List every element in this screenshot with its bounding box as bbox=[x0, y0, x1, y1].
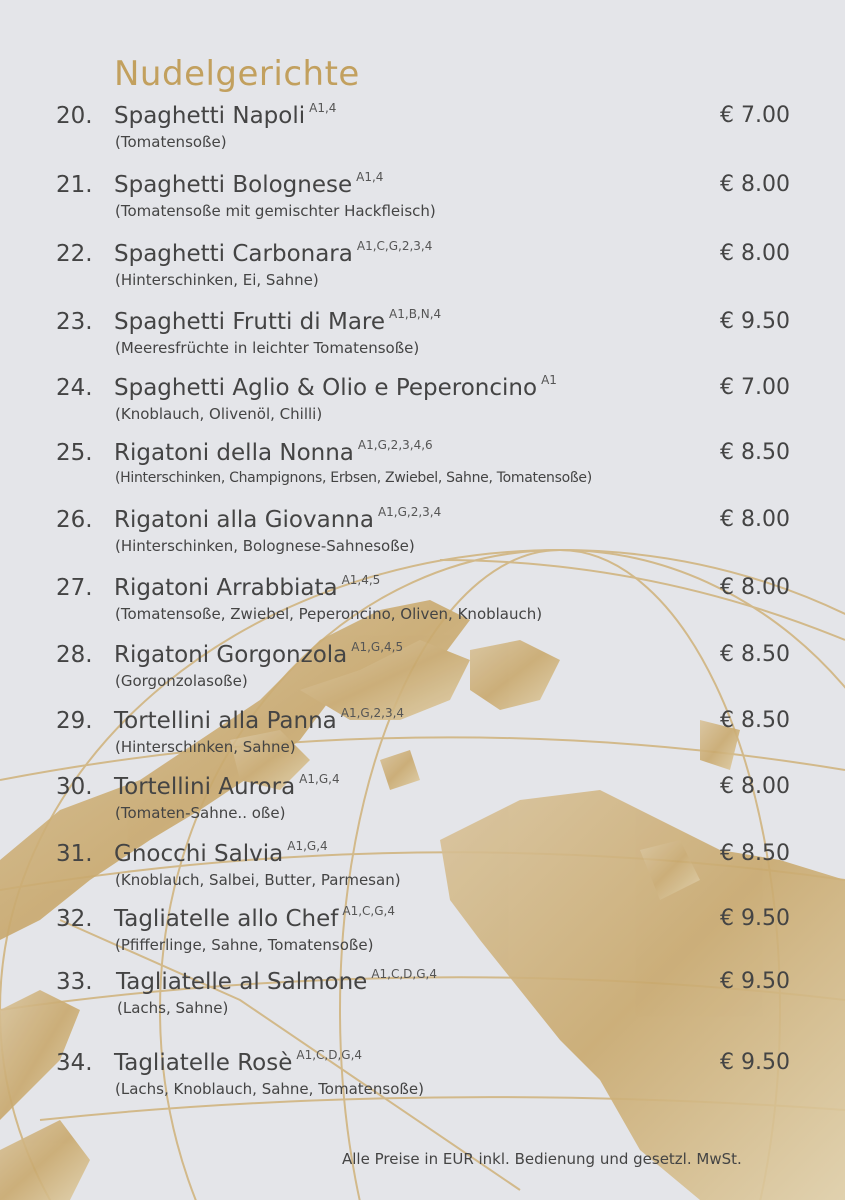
item-name: Rigatoni della Nonna $^{A1,G,2,3,4,6}$ bbox=[114, 438, 433, 466]
item-number: 25. bbox=[56, 440, 93, 466]
item-name: Spaghetti Bolognese $^{A1,4}$ bbox=[114, 170, 384, 198]
item-allergens: A1,4,5 bbox=[341, 573, 381, 587]
item-name: Rigatoni Gorgonzola $^{A1,G,4,5}$ bbox=[114, 640, 404, 668]
item-price: € 8.50 bbox=[720, 642, 790, 667]
item-name: Tagliatelle al Salmone $^{A1,C,D,G,4}$ bbox=[116, 967, 437, 995]
item-number: 31. bbox=[56, 841, 93, 867]
item-price: € 9.50 bbox=[720, 1050, 790, 1075]
item-number: 26. bbox=[56, 507, 93, 533]
item-allergens: A1,C,G,2,3,4 bbox=[356, 239, 433, 253]
menu-item bbox=[0, 103, 845, 163]
menu-item bbox=[0, 841, 845, 901]
item-price: € 7.00 bbox=[720, 103, 790, 128]
item-description: (Knoblauch, Salbei, Butter, Parmesan) bbox=[115, 871, 401, 889]
menu-item bbox=[0, 774, 845, 834]
item-description: (Knoblauch, Olivenöl, Chilli) bbox=[115, 405, 323, 423]
item-description: (Hinterschinken, Ei, Sahne) bbox=[115, 271, 319, 289]
item-name: Rigatoni alla Giovanna $^{A1,G,2,3,4}$ bbox=[114, 505, 442, 533]
item-allergens: A1,G,2,3,4 bbox=[377, 505, 442, 519]
item-allergens: A1,4 bbox=[356, 170, 384, 184]
item-description: (Pfifferlinge, Sahne, Tomatensoße) bbox=[115, 936, 374, 954]
item-allergens: A1,G,2,3,4,6 bbox=[357, 438, 433, 452]
item-number: 28. bbox=[56, 642, 93, 668]
item-name: Spaghetti Carbonara $^{A1,C,G,2,3,4}$ bbox=[114, 239, 433, 267]
item-name: Tagliatelle allo Chef $^{A1,C,G,4}$ bbox=[114, 904, 395, 932]
item-name: Tagliatelle Rosè $^{A1,C,D,G,4}$ bbox=[114, 1048, 363, 1076]
menu-item bbox=[0, 172, 845, 232]
item-number: 23. bbox=[56, 309, 93, 335]
item-name: Rigatoni Arrabbiata $^{A1,4,5}$ bbox=[114, 573, 381, 601]
item-allergens: A1,G,4 bbox=[299, 772, 340, 786]
item-allergens: A1,C,D,G,4 bbox=[296, 1048, 363, 1062]
item-description: (Lachs, Sahne) bbox=[117, 999, 229, 1017]
price-note: Alle Preise in EUR inkl. Bedienung und gesetzl. MwSt. bbox=[342, 1150, 742, 1168]
menu-item bbox=[0, 708, 845, 768]
item-name: Spaghetti Napoli $^{A1,4}$ bbox=[114, 101, 337, 129]
item-allergens: A1,4 bbox=[309, 101, 337, 115]
item-description: (Gorgonzolasoße) bbox=[115, 672, 248, 690]
item-number: 30. bbox=[56, 774, 93, 800]
item-description: (Hinterschinken, Sahne) bbox=[115, 738, 296, 756]
item-number: 22. bbox=[56, 241, 93, 267]
item-allergens: A1,C,G,4 bbox=[342, 904, 395, 918]
item-price: € 9.50 bbox=[720, 906, 790, 931]
item-number: 20. bbox=[56, 103, 93, 129]
menu-item bbox=[0, 969, 845, 1029]
item-allergens: A1,G,2,3,4 bbox=[340, 706, 405, 720]
menu-item bbox=[0, 906, 845, 966]
item-price: € 8.00 bbox=[720, 172, 790, 197]
item-price: € 8.50 bbox=[720, 841, 790, 866]
item-price: € 8.00 bbox=[720, 774, 790, 799]
menu-item bbox=[0, 440, 845, 500]
page-title: Nudelgerichte bbox=[114, 54, 360, 94]
item-number: 24. bbox=[56, 375, 93, 401]
item-price: € 8.50 bbox=[720, 440, 790, 465]
menu-item bbox=[0, 309, 845, 369]
item-description: (Tomaten-Sahne.. oße) bbox=[115, 804, 286, 822]
item-price: € 8.00 bbox=[720, 241, 790, 266]
item-number: 32. bbox=[56, 906, 93, 932]
item-name: Tortellini Aurora $^{A1,G,4}$ bbox=[114, 772, 340, 800]
item-number: 34. bbox=[56, 1050, 93, 1076]
item-allergens: A1,C,D,G,4 bbox=[371, 967, 437, 981]
item-number: 33. bbox=[56, 969, 93, 995]
item-description: (Tomatensoße) bbox=[115, 133, 227, 151]
item-allergens: A1 bbox=[541, 373, 557, 387]
menu-item bbox=[0, 375, 845, 435]
menu-item bbox=[0, 241, 845, 301]
item-allergens: A1,G,4,5 bbox=[351, 640, 404, 654]
item-number: 27. bbox=[56, 575, 93, 601]
menu-item bbox=[0, 507, 845, 567]
item-description: (Hinterschinken, Champignons, Erbsen, Zwiebel, Sahne, Tomatensoße) bbox=[115, 470, 592, 486]
item-description: (Lachs, Knoblauch, Sahne, Tomatensoße) bbox=[115, 1080, 424, 1098]
item-name: Spaghetti Aglio & Olio e Peperoncino $^{A1}$ bbox=[114, 373, 557, 401]
item-price: € 8.00 bbox=[720, 507, 790, 532]
item-number: 21. bbox=[56, 172, 93, 198]
menu-item bbox=[0, 575, 845, 635]
item-name: Tortellini alla Panna $^{A1,G,2,3,4}$ bbox=[114, 706, 405, 734]
item-price: € 8.00 bbox=[720, 575, 790, 600]
menu-item bbox=[0, 642, 845, 702]
item-price: € 9.50 bbox=[720, 309, 790, 334]
item-description: (Hinterschinken, Bolognese-Sahnesoße) bbox=[115, 537, 415, 555]
item-description: (Meeresfrüchte in leichter Tomatensoße) bbox=[115, 339, 420, 357]
item-description: (Tomatensoße mit gemischter Hackfleisch) bbox=[115, 202, 436, 220]
item-description: (Tomatensoße, Zwiebel, Peperoncino, Oliven, Knoblauch) bbox=[115, 605, 543, 623]
item-name: Spaghetti Frutti di Mare $^{A1,B,N,4}$ bbox=[114, 307, 442, 335]
item-price: € 8.50 bbox=[720, 708, 790, 733]
item-price: € 9.50 bbox=[720, 969, 790, 994]
item-price: € 7.00 bbox=[720, 375, 790, 400]
menu-item bbox=[0, 1050, 845, 1110]
item-allergens: A1,G,4 bbox=[287, 839, 328, 853]
item-name: Gnocchi Salvia $^{A1,G,4}$ bbox=[114, 839, 328, 867]
item-allergens: A1,B,N,4 bbox=[389, 307, 442, 321]
item-number: 29. bbox=[56, 708, 93, 734]
